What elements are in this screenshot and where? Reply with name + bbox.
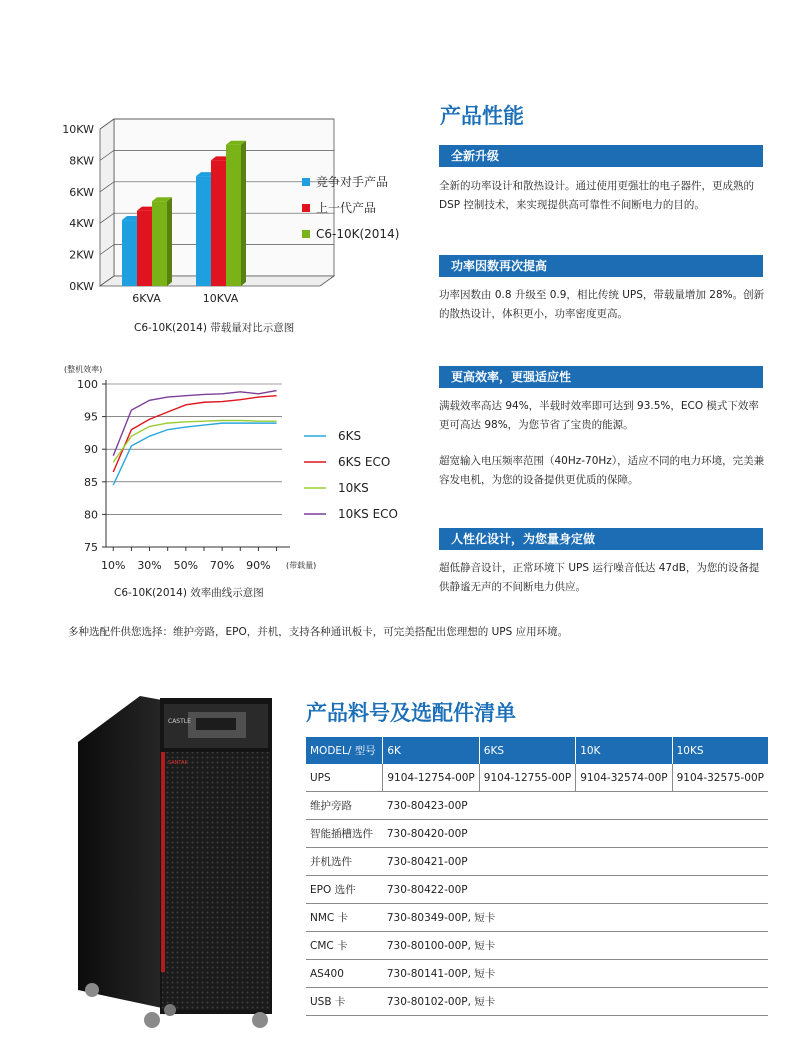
y-tick-label: 8KW [69, 154, 94, 168]
table-cell: 730-80349-00P, 短卡 [383, 904, 768, 932]
line-chart-caption: C6-10K(2014) 效率曲线示意图 [114, 587, 264, 599]
table-cell: UPS [306, 764, 383, 792]
svg-text:CASTLE: CASTLE [168, 718, 191, 725]
table-cell: CMC 卡 [306, 932, 383, 960]
legend-label: C6-10K(2014) [316, 227, 400, 241]
bar-side [241, 141, 246, 286]
x-tick-label: 10KVA [202, 292, 239, 305]
y-tick-label: 2KW [69, 248, 94, 262]
section-text-power-factor: 功率因数由 0.8 升级至 0.9，相比传统 UPS，带载量增加 28%。创新的散热设计，体积更小，功率密度更高。 [439, 289, 765, 320]
header-cell-10ks: 10KS [672, 737, 768, 764]
bar [137, 211, 152, 286]
x-tick-label: 10% [101, 559, 126, 572]
table-cell: 9104-32575-00P [672, 764, 768, 792]
parts-title: 产品料号及选配件清单 [306, 701, 516, 725]
y-tick-label: 6KW [69, 185, 94, 199]
section-text-humanized: 超低静音设计，正常环境下 UPS 运行噪音低达 47dB，为您的设备提供静谧无声的不间断电力供应。 [439, 562, 760, 593]
table-cell: 730-80102-00P, 短卡 [383, 988, 768, 1016]
table-row [306, 792, 768, 820]
legend-label: 竞争对手产品 [316, 175, 389, 189]
header-cell-6k: 6K [383, 737, 479, 764]
section-text-efficiency: 满载效率高达 94%，半载时效率即可达到 93.5%，ECO 模式下效率更可高达 98%，为您节省了宝贵的能源。 [439, 400, 759, 431]
table-cell: 730-80423-00P [383, 792, 768, 820]
table-row [306, 820, 768, 848]
options-note: 多种选配件供您选择：维护旁路，EPO，并机，支持各种通讯板卡，可完美搭配出您理想的 UPS 应用环境。 [68, 626, 569, 638]
section-heading-power-factor: 功率因数再次提高 [439, 255, 763, 277]
y-axis-label: (整机效率) [64, 365, 103, 374]
legend-label: 10KS ECO [338, 507, 398, 521]
section-text-upgrade: 全新的功率设计和散热设计。通过使用更强壮的电子器件，更成熟的 DSP 控制技术，来实现提供高可靠性不间断电力的目的。 [439, 180, 754, 211]
bar [122, 220, 137, 286]
table-cell: NMC 卡 [306, 904, 383, 932]
legend-swatch [302, 204, 310, 212]
table-cell: AS400 [306, 960, 383, 988]
bar [152, 201, 167, 286]
table-header-row [306, 737, 768, 764]
legend-label: 6KS [338, 429, 362, 443]
bar [211, 160, 226, 286]
table-cell: 730-80421-00P [383, 848, 768, 876]
legend-label: 6KS ECO [338, 455, 391, 469]
table-row [306, 960, 768, 988]
table-cell: USB 卡 [306, 988, 383, 1016]
table-row [306, 876, 768, 904]
legend-swatch [302, 230, 310, 238]
table-cell: 智能插槽选件 [306, 820, 383, 848]
header-cell-10k: 10K [576, 737, 672, 764]
line-chart [50, 362, 420, 582]
parts-table [306, 737, 768, 1016]
table-row [306, 904, 768, 932]
bar [226, 145, 241, 286]
x-tick-label: 70% [209, 559, 235, 572]
y-tick-label: 95 [84, 410, 98, 424]
y-tick-label: 4KW [69, 217, 94, 231]
table-row [306, 932, 768, 960]
x-tick-label: 50% [173, 559, 199, 572]
legend-swatch [302, 178, 310, 186]
x-tick-label: 30% [137, 559, 162, 572]
chart-side-wall [100, 119, 114, 286]
x-axis-label: (带载量) [286, 561, 317, 570]
table-cell: 9104-12755-00P [479, 764, 575, 792]
y-tick-label: 75 [84, 541, 98, 554]
table-cell: 维护旁路 [306, 792, 383, 820]
y-tick-label: 0KW [69, 280, 94, 293]
table-row [306, 848, 768, 876]
performance-title: 产品性能 [440, 104, 524, 128]
section-heading-upgrade: 全新升级 [439, 145, 763, 167]
ups-cabinet-image [60, 690, 290, 1035]
y-tick-label: 85 [84, 475, 98, 489]
y-tick-label: 80 [84, 508, 98, 522]
table-cell: 730-80420-00P [383, 820, 768, 848]
legend-label: 上一代产品 [316, 201, 377, 215]
bar-side [167, 197, 172, 286]
table-row [306, 764, 768, 792]
section-heading-efficiency: 更高效率，更强适应性 [439, 366, 763, 388]
bar-chart-caption: C6-10K(2014) 带载量对比示意图 [134, 322, 295, 334]
table-row [306, 988, 768, 1016]
y-tick-label: 10KW [62, 123, 94, 136]
x-tick-label: 90% [246, 559, 271, 572]
bar-chart [50, 118, 420, 343]
header-cell-6ks: 6KS [479, 737, 575, 764]
table-cell: 730-80422-00P [383, 876, 768, 904]
y-tick-label: 90 [84, 443, 98, 457]
table-cell: EPO 选件 [306, 876, 383, 904]
table-cell: 730-80141-00P, 短卡 [383, 960, 768, 988]
table-cell: 9104-12754-00P [383, 764, 479, 792]
svg-text:SANTAK: SANTAK [168, 760, 188, 766]
table-cell: 并机选件 [306, 848, 383, 876]
table-cell: 730-80100-00P, 短卡 [383, 932, 768, 960]
header-cell-model: MODEL/ 型号 [306, 737, 383, 764]
bar [196, 176, 211, 286]
section-heading-humanized: 人性化设计，为您量身定做 [439, 528, 763, 550]
x-tick-label: 6KVA [132, 292, 161, 305]
legend-label: 10KS [338, 481, 369, 495]
section-text-voltage: 超宽输入电压频率范围（40Hz-70Hz），适应不同的电力环境，完美兼容发电机，为您的设备提供更优质的保障。 [439, 455, 765, 486]
table-cell: 9104-32574-00P [576, 764, 672, 792]
y-tick-label: 100 [77, 378, 98, 391]
